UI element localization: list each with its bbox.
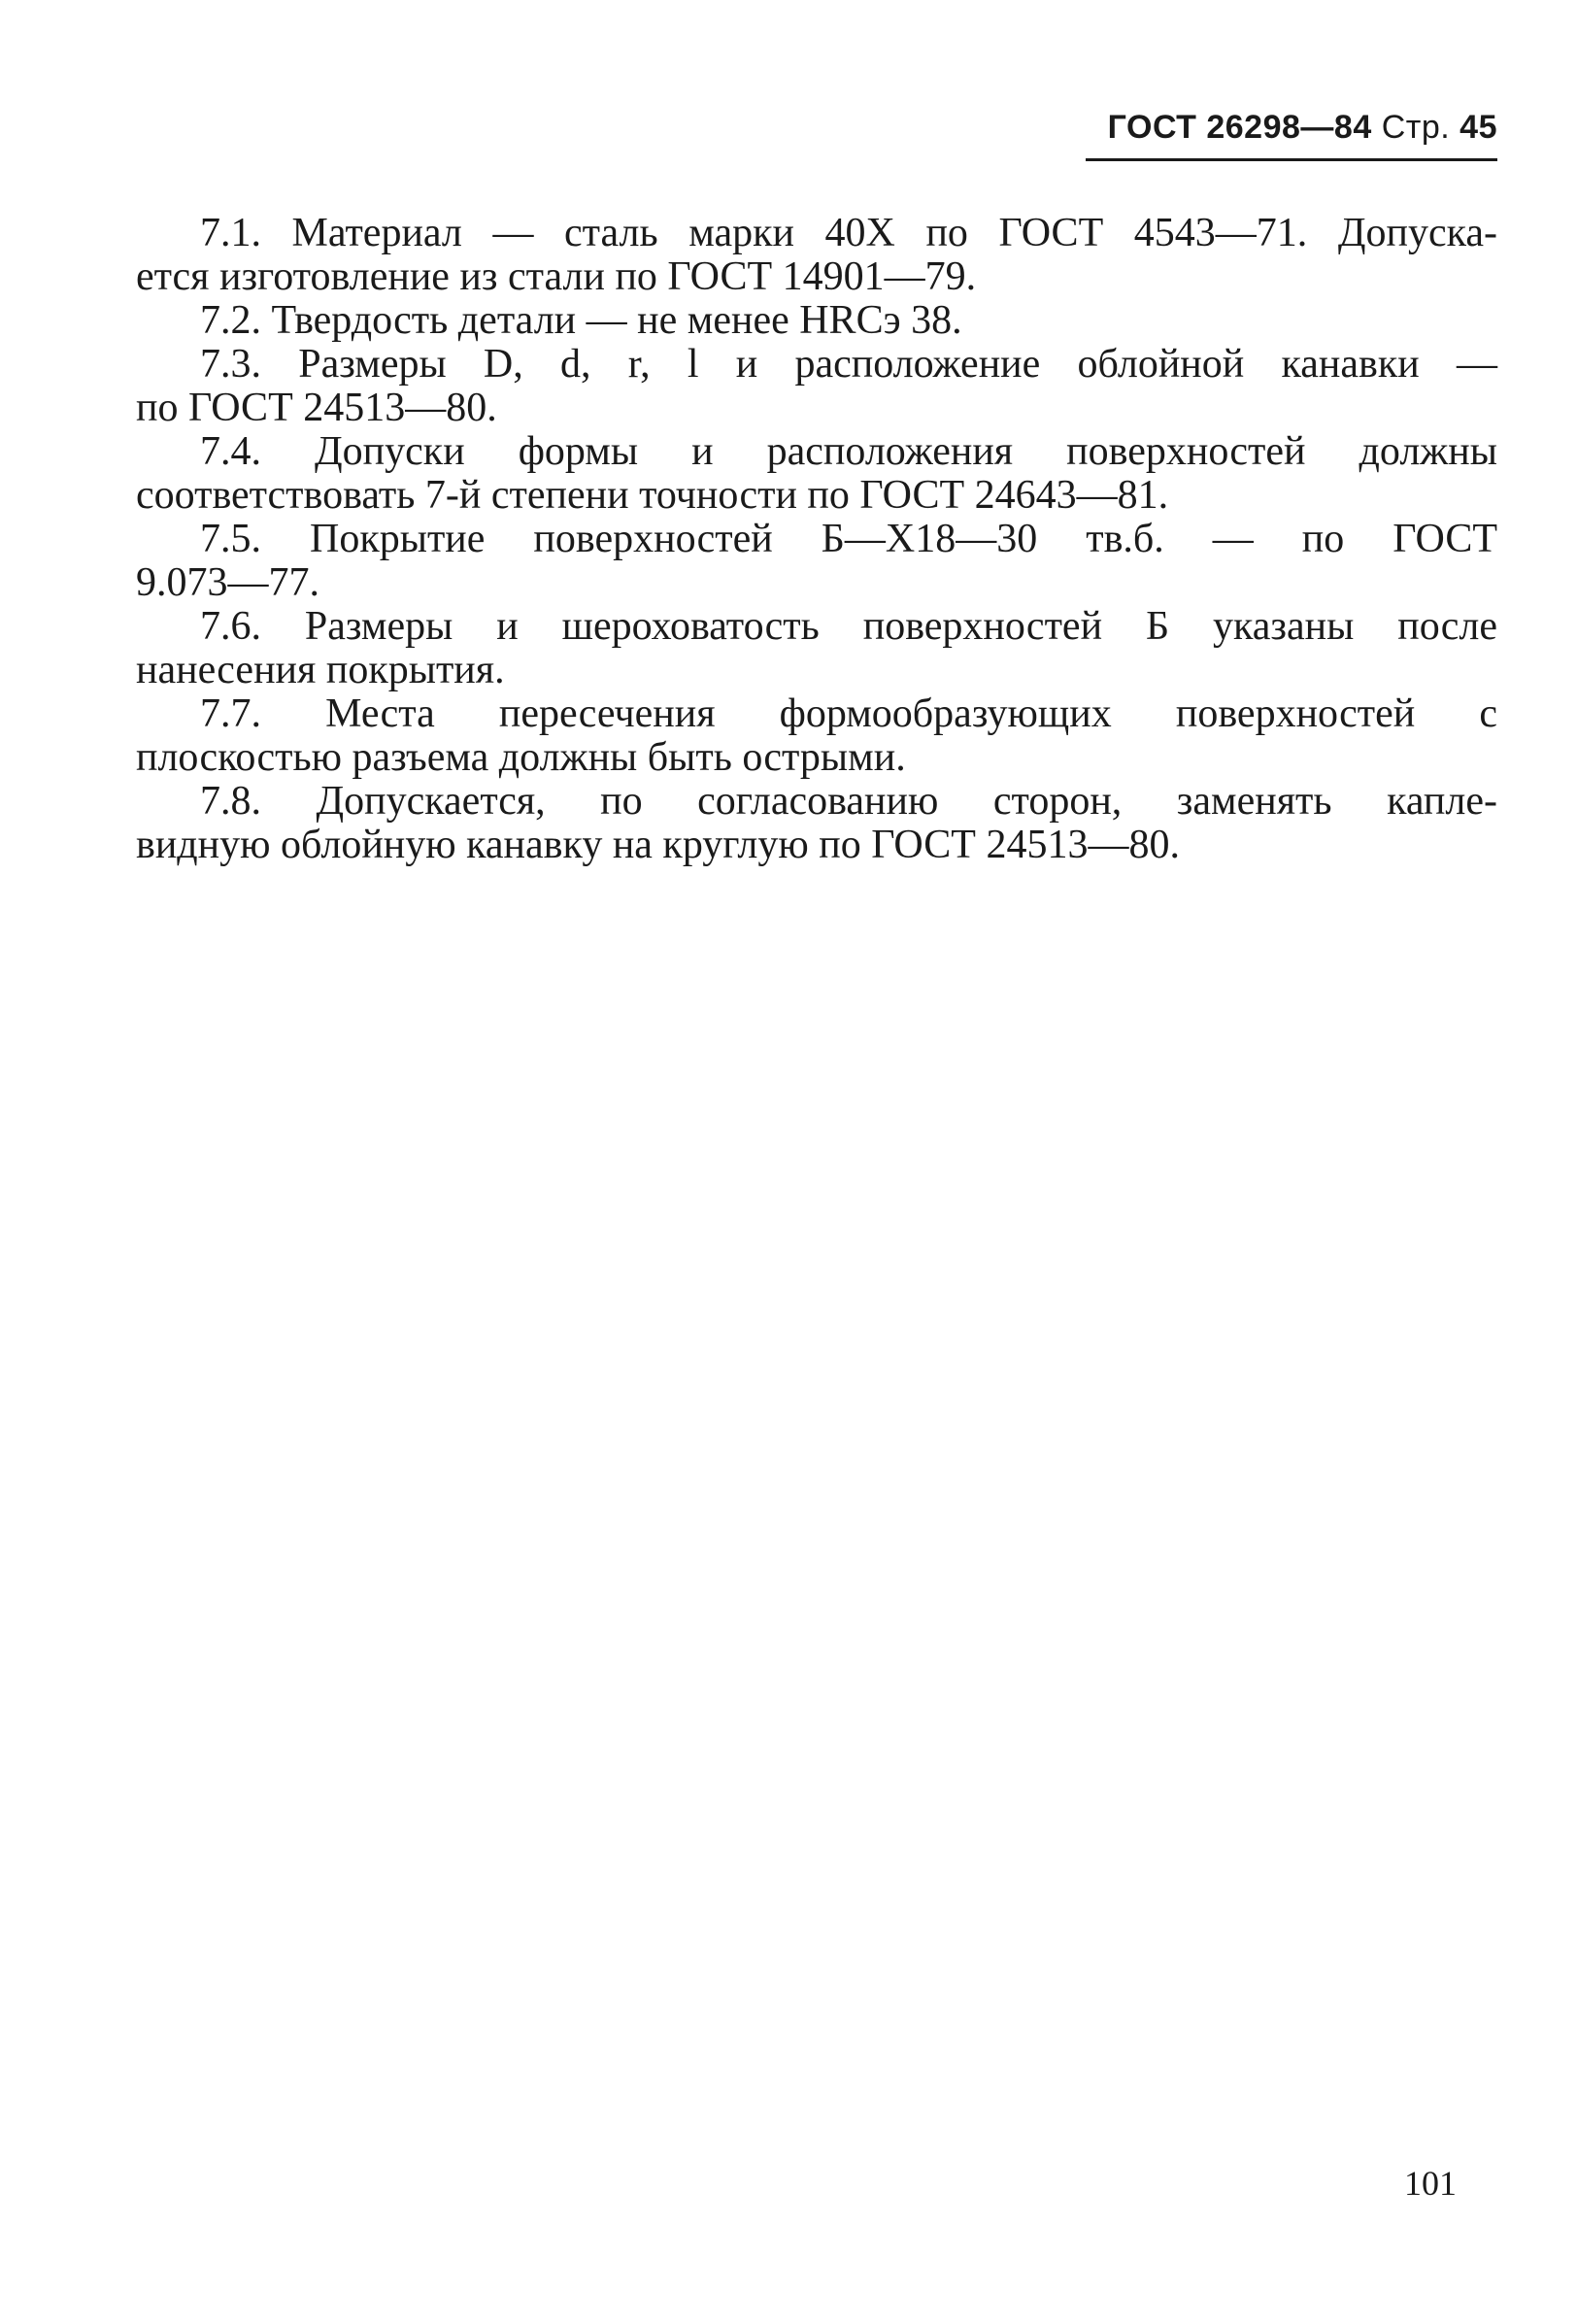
text-line: 7.7. Места пересечения формообразующих поверхностей с	[200, 691, 1497, 736]
header-rule	[1086, 158, 1497, 161]
paragraph-7-8	[136, 780, 1497, 867]
header-page-number: 45	[1460, 109, 1497, 146]
text-line: ется изготовление из стали по ГОСТ 14901—79.	[136, 254, 977, 299]
paragraph-7-7	[136, 692, 1497, 780]
text-line: 9.073—77.	[136, 560, 319, 605]
document-body	[136, 212, 1497, 867]
text-line: 7.1. Материал — сталь марки 40Х по ГОСТ 4543—71. Допуска-	[200, 211, 1497, 255]
text-line: по ГОСТ 24513—80.	[136, 386, 497, 430]
text-line: 7.4. Допуски формы и расположения поверхностей должны	[200, 429, 1497, 474]
text-line: соответствовать 7-й степени точности по ГОСТ 24643—81.	[136, 473, 1169, 518]
text-line: 7.8. Допускается, по согласованию сторон, заменять капле-	[200, 779, 1497, 824]
text-line: 7.2. Твердость детали — не менее HRCэ 38.	[200, 298, 962, 343]
text-line: 7.6. Размеры и шероховатость поверхностей Б указаны после	[200, 604, 1497, 649]
paragraph-7-5	[136, 518, 1497, 605]
page-header	[1108, 109, 1497, 147]
text-line: плоскостью разъема должны быть острыми.	[136, 735, 906, 780]
text-line: видную облойную канавку на круглую по ГОСТ 24513—80.	[136, 823, 1180, 867]
text-line: нанесения покрытия.	[136, 648, 505, 692]
paragraph-7-2	[136, 299, 1497, 343]
page-label: Стр.	[1381, 109, 1451, 146]
paragraph-7-6	[136, 605, 1497, 692]
text-line: 7.3. Размеры D, d, r, l и расположение облойной канавки —	[200, 342, 1497, 387]
text-line: 7.5. Покрытие поверхностей Б—Х18—30 тв.б. — по ГОСТ	[200, 517, 1497, 561]
footer-page-number: 101	[1404, 2164, 1457, 2203]
standard-designation: ГОСТ 26298—84	[1107, 109, 1372, 146]
paragraph-7-3	[136, 343, 1497, 430]
paragraph-7-4	[136, 430, 1497, 518]
paragraph-7-1	[136, 212, 1497, 299]
